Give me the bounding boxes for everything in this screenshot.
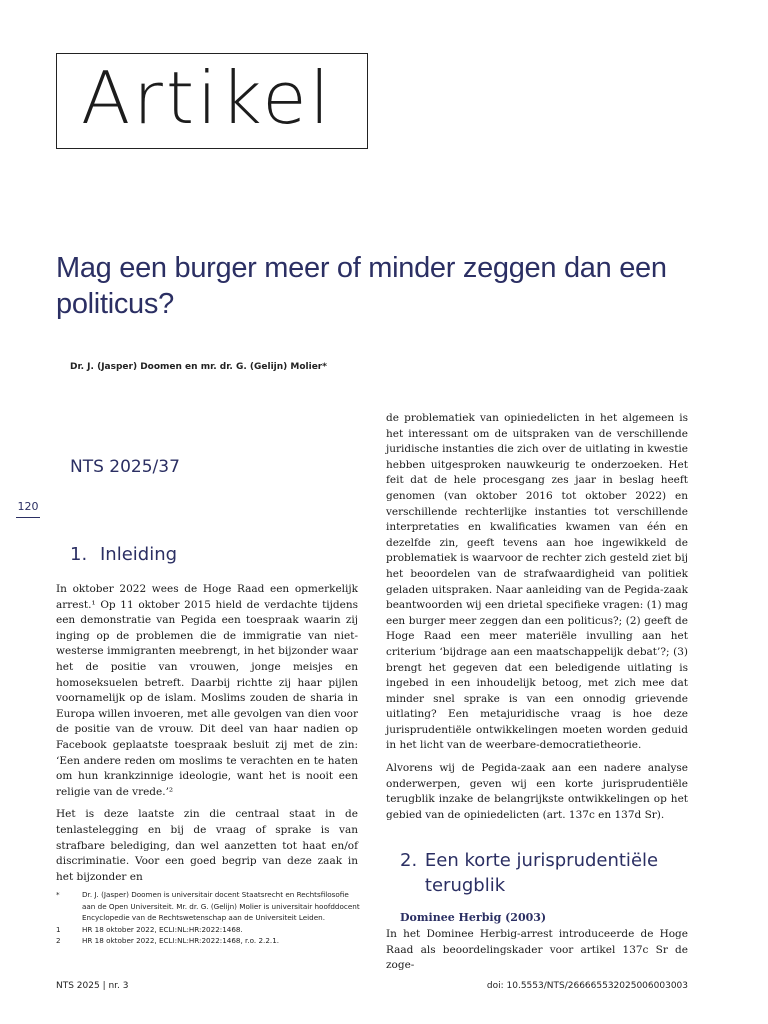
footnote-text: Dr. J. (Jasper) Doomen is universitair docent Staatsrecht en Rechtsfilosofie aan de Open Universiteit. Mr. dr. G. (Gelijn) Molier is universitair hoofddocent Encyclopedie van de Rechtswetenschap aan de Universiteit Leiden. (82, 890, 360, 922)
right-column (386, 411, 688, 830)
footnote (56, 889, 361, 924)
section-number: 2. (400, 850, 418, 871)
footer-doi: doi: 10.5553/NTS/266665532025006003003 (486, 981, 688, 991)
section-title-box (56, 53, 368, 149)
footnote-mark: * (56, 890, 60, 899)
right-column-continued (386, 927, 688, 981)
footer-journal: NTS 2025 | nr. 3 (56, 981, 129, 991)
paragraph: Alvorens wij de Pegida-zaak aan een nadere analyse onderwerpen, geven wij een korte jurisprudentiële terugblik inzake de belangrijkste ontwikkelingen op het gebied van de opiniedelicten (art. 137c en 137d Sr). (386, 762, 688, 821)
left-column (56, 582, 358, 892)
footnote (56, 924, 361, 936)
section-heading-2 (400, 848, 690, 898)
paragraph: In het Dominee Herbig-arrest introduceerde de Hoge Raad als beoordelingskader voor artikel 137c Sr de zoge- (386, 928, 688, 972)
section-title-text: Inleiding (100, 544, 178, 565)
footnote-mark: 2 (56, 936, 61, 945)
footnote-text: HR 18 oktober 2022, ECLI:NL:HR:2022:1468, r.o. 2.2.1. (82, 936, 280, 945)
subheading: Dominee Herbig (2003) (400, 911, 547, 924)
paragraph: Het is deze laatste zin die centraal staat in de tenlastelegging en bij de vraag of sprake is van strafbare belediging, dan wel aanzetten tot haat en/of discriminatie. Voor een goed begrip van deze zaak in het bijzonder en (56, 808, 358, 883)
footnotes (56, 889, 361, 947)
section-heading-1 (70, 542, 177, 567)
article-headline: Mag een burger meer of minder zeggen dan een politicus? (56, 252, 667, 320)
footnote-text: HR 18 oktober 2022, ECLI:NL:HR:2022:1468. (82, 924, 243, 934)
section-title: Artikel (81, 56, 333, 140)
footnote (56, 935, 361, 947)
section-number: 1. (70, 544, 88, 565)
nts-reference: NTS 2025/37 (70, 457, 180, 477)
section-title-text: Een korte jurisprudentiële terugblik (424, 850, 659, 896)
footnote-mark: 1 (56, 924, 61, 934)
article-authors: Dr. J. (Jasper) Doomen en mr. dr. G. (Gelijn) Molier* (70, 362, 327, 372)
page-number: 120 (16, 500, 40, 518)
paragraph: In oktober 2022 wees de Hoge Raad een opmerkelijk arrest.¹ Op 11 oktober 2015 hield de verdachte tijdens een demonstratie van Pegida een toespraak waarin zij inging op de problemen die de immigratie van niet-westerse immigranten meebrengt, in het bijzonder waar het de positie van vrouwen, jonge meisjes en homoseksuelen betreft. Daarbij richtte zij haar pijlen voornamelijk op de islam. Moslims zouden de sharia in Europa willen invoeren, met alle gevolgen van dien voor de positie van de vrouw. Dit deel van haar nadien op Facebook geplaatste toespraak besluit zij met de zin: ‘Een andere reden om moslims te verachten en te haten om hun krankzinnige ideologie, want het is nooit een religie van de vrede.’² (56, 583, 358, 798)
paragraph: de problematiek van opiniedelicten in het algemeen is het interessant om de uitspraken van de verschillende juridische instanties die zich over de uitlating in kwestie hebben uitgesproken nauwkeurig te onderzoeken. Het feit dat de hele procesgang zes jaar in beslag heeft genomen (van oktober 2016 tot oktober 2022) en verschillende rechterlijke instanties tot verschillende interpretaties en kwalificaties kwamen van één en dezelfde zin, geeft tevens aan hoe ingewikkeld de problematiek is waarvoor de rechter zich gesteld ziet bij het beoordelen van de strafwaardigheid van politiek geladen uitspraken. Naar aanleiding van de Pegida-zaak beantwoorden wij een drietal specifieke vragen: (1) mag een burger meer zeggen dan een politicus?; (2) geeft de Hoge Raad een meer materiële invulling aan het criterium ‘bijdrage aan een maatschappelijk debat’?; (3) brengt het gegeven dat een beledigende uitlating is ingebed in een inhoudelijk betoog, met zich mee dat minder snel sprake is van een onnodig grievende uitlating? Een metajuridische vraag is hoe deze jurisprudentiële ontwikkelingen moeten worden geduid in het licht van de weerbare-democratietheorie. (386, 412, 688, 752)
